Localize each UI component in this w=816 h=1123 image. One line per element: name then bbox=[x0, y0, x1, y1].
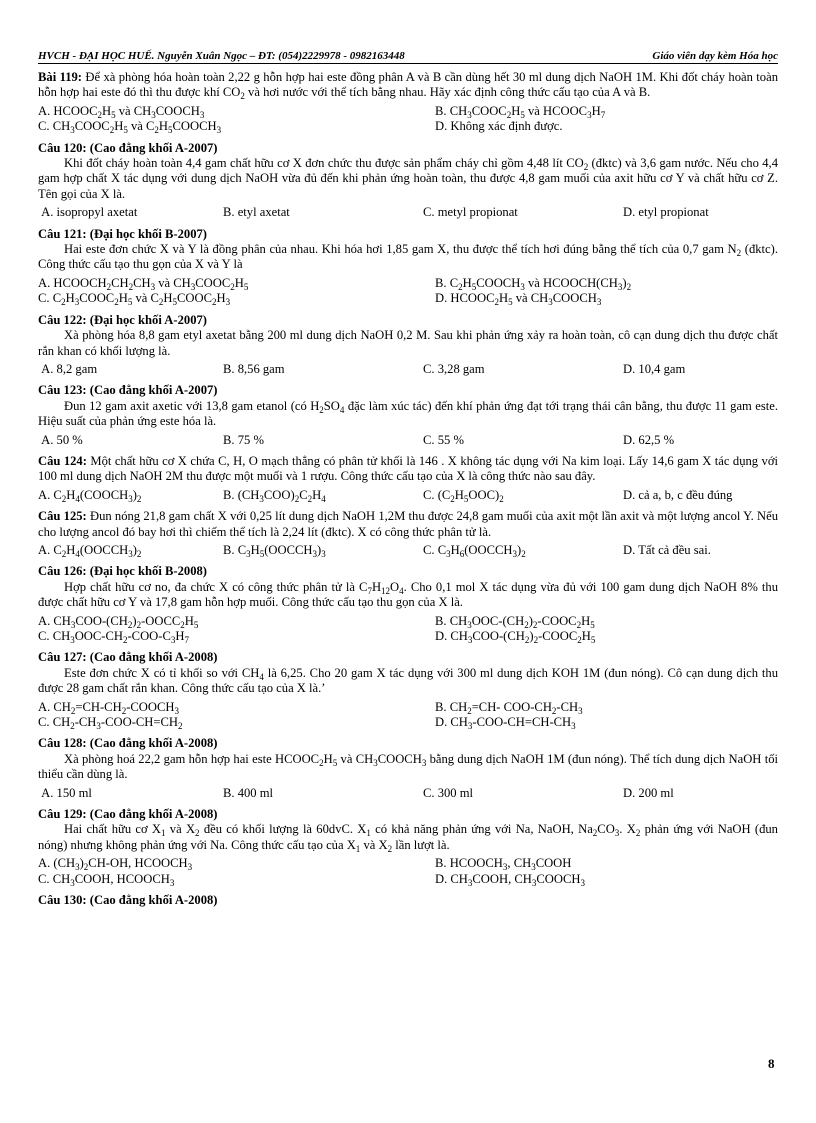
question-title: Bài 119: bbox=[38, 70, 82, 84]
question-title: Câu 128: (Cao đẳng khối A-2008) bbox=[38, 736, 218, 751]
question-block bbox=[38, 383, 778, 448]
question-text: Đun 12 gam axit axetic với 13,8 gam etanol (có $H_2SO_4$ đặc làm xúc tác) đến khí phản ứng đạt tới trạng thái cân bằng, thu được 11 gam este. Hiệu suất của phản ứng este hóa là. bbox=[38, 398, 778, 429]
question-title: Câu 126: (Đại học khối B-2008) bbox=[38, 564, 207, 579]
question-text: Xà phòng hóa 8,8 gam etyl axetat bằng 200 ml dung dịch NaOH 0,2 M. Sau khi phản ứng xảy ra hoàn toàn, cô cạn dung dịch thu được chất rắn khan có khối lượng là. bbox=[38, 328, 778, 358]
answer-options bbox=[38, 488, 778, 503]
answer-options bbox=[38, 614, 778, 645]
answer-option: B. $CH_3OOC-(CH_2)_2-COOC_2H_5$ bbox=[435, 613, 595, 630]
answer-option: D. Không xác định được. bbox=[435, 119, 563, 134]
question-title: Câu 123: (Cao đẳng khối A-2007) bbox=[38, 383, 218, 398]
answer-option: B. 8,56 gam bbox=[223, 361, 285, 376]
answer-option: D. cả a, b, c đều đúng bbox=[623, 487, 733, 502]
answer-option: B. $CH_2=CH-$ COO-$CH_2-CH_3$ bbox=[435, 699, 583, 716]
question-list bbox=[38, 70, 778, 909]
answer-option: C. $CH_2-CH_3-COO-CH=CH_2$ bbox=[38, 715, 183, 732]
answer-option: B. $CH_3COOC_2H_5$ và $HCOOC_3H_7$ bbox=[435, 103, 606, 120]
answer-option: B. $C_2H_5COOCH_3$ và $HCOOCH(CH_3)_2$ bbox=[435, 275, 632, 292]
question-title: Câu 127: (Cao đẳng khối A-2008) bbox=[38, 650, 218, 665]
question-text: Hai chất hữu cơ $X_1$ và $X_2$ đều có khối lượng là 60dvC. $X_1$ có khả năng phản ứng với Na, NaOH, $Na_2CO_3$. $X_2$ phản ứng với NaOH (đun nóng) nhưng không phản ứng với Na. Công thức cấu tạo của $X_1$ và $X_2$ lần lượt là. bbox=[38, 822, 778, 854]
answer-option: C. 55 % bbox=[423, 432, 464, 447]
answer-option: B. $C_3H_5(OOCCH_3)_3$ bbox=[223, 542, 326, 559]
question-block bbox=[38, 313, 778, 378]
page-header bbox=[38, 50, 778, 64]
page-number: 8 bbox=[768, 1056, 775, 1071]
answer-option: D. Tất cả đều sai. bbox=[623, 542, 711, 557]
answer-option: A. $C_2H_4(COOCH_3)_2$ bbox=[38, 487, 142, 504]
answer-options bbox=[38, 276, 778, 307]
question-title: Câu 130: (Cao đẳng khối A-2008) bbox=[38, 893, 218, 908]
answer-option: A. $HCOOCH_2CH_2CH_3$ và $CH_3COOC_2H_5$ bbox=[38, 275, 249, 292]
answer-option: D. $CH_3COOH$, $CH_3COOCH_3$ bbox=[435, 871, 585, 888]
question-text: Hợp chất hữu cơ no, đa chức X có công thức phân tử là $C_7H_{12}O_4$. Cho 0,1 mol X tác dụng vừa đủ với 100 gam dung dịch NaOH 8% thu được chất hữu cơ Y và 17,8 gam hỗn hợp muối. Công thức cấu tạo thu gọn của X là. bbox=[38, 579, 779, 610]
answer-options bbox=[38, 362, 778, 377]
question-title: Câu 122: (Đại học khối A-2007) bbox=[38, 312, 207, 327]
question-title: Câu 121: (Đại học khối B-2007) bbox=[38, 226, 207, 241]
question-text: Este đơn chức X có tỉ khối so với $CH_4$ là 6,25. Cho 20 gam X tác dụng với 300 ml dung dịch KOH 1M (đun nóng). Cô cạn dung dịch thu được 28 gam chất rắn khan. Công thức cấu tạo của X là.’ bbox=[38, 665, 779, 696]
question-block bbox=[38, 736, 778, 801]
answer-option: D. etyl propionat bbox=[623, 205, 709, 220]
answer-option: A. $(CH_3)_2CH-OH$, $HCOOCH_3$ bbox=[38, 856, 193, 873]
answer-option: B. $HCOOCH_3$, $CH_3COOH$ bbox=[435, 856, 572, 873]
answer-option: C. $CH_3OOC-CH_2-COO-C_3H_7$ bbox=[38, 629, 189, 645]
answer-option: D. $CH_3-COO-CH=CH-CH_3$ bbox=[435, 715, 576, 732]
question-block bbox=[38, 227, 778, 307]
answer-option: A. 50 % bbox=[38, 432, 83, 447]
header-author: HVCH - ĐẠI HỌC HUẾ. Nguyễn Xuân Ngọc – ĐT: (054)2229978 - 0982163448 bbox=[38, 50, 405, 62]
answer-options bbox=[38, 104, 778, 135]
answer-option: B. 75 % bbox=[223, 432, 264, 447]
answer-option: A. $C_2H_4(OOCCH_3)_2$ bbox=[38, 542, 142, 559]
answer-options bbox=[38, 786, 778, 801]
question-text: Hai este đơn chức X và Y là đồng phân của nhau. Khi hóa hơi 1,85 gam X, thu được thể tích hơi đúng bằng thể tích của 0,7 gam $N_2$ (đktc). Công thức cấu tạo thu gọn của X và Y là bbox=[38, 242, 778, 272]
answer-option: D. 10,4 gam bbox=[623, 361, 686, 376]
answer-option: C. metyl propionat bbox=[423, 205, 518, 220]
answer-option: A. $HCOOC_2H_5$ và $CH_3COOCH_3$ bbox=[38, 103, 205, 120]
question-title: Câu 125: bbox=[38, 509, 87, 524]
answer-option: C. $C_2H_3COOC_2H_5$ và $C_2H_5COOC_2H_3$ bbox=[38, 291, 231, 308]
question-title: Câu 129: (Cao đẳng khối A-2008) bbox=[38, 807, 218, 822]
answer-option: C. $CH_3COOC_2H_5$ và $C_2H_5COOCH_3$ bbox=[38, 119, 222, 136]
answer-option: B. etyl axetat bbox=[223, 205, 290, 220]
question-text: Khi đốt cháy hoàn toàn 4,4 gam chất hữu cơ X đơn chức thu được sản phẩm cháy chỉ gồm 4,48 lít $CO_2$ (đktc) và 3,6 gam nước. Nếu cho 4,4 gam hợp chất X tác dụng với dung dịch NaOH vừa đủ đến khi phản ứng hoàn toàn, thu được 4,8 gam muối của axit hữu cơ Y và chất hữu cơ Z. Tên gọi của X là. bbox=[38, 156, 778, 201]
answer-option: A. $CH_3COO-(CH_2)_2-OOCC_2H_5$ bbox=[38, 613, 199, 630]
question-block bbox=[38, 141, 778, 221]
question-block bbox=[38, 70, 778, 135]
question-block bbox=[38, 454, 778, 503]
question-block bbox=[38, 650, 778, 730]
question-block bbox=[38, 807, 778, 887]
question-text: Một chất hữu cơ X chứa C, H, O mạch thẳng có phân tử khối là 146 . X không tác dụng với Na kim loại. Lấy 14,6 gam X tác dụng với 100 ml dung dịch NaOH 2M thu được một muối và 1 rượu. Công thức cấu tạo của X là công thức nào sau đây. bbox=[38, 453, 778, 484]
answer-option: A. $CH_2=CH-CH_2-COOCH_3$ bbox=[38, 699, 179, 716]
answer-option: B. $(CH_3COO)_2C_2H_4$ bbox=[223, 487, 326, 504]
answer-options bbox=[38, 433, 778, 448]
question-text: Để xà phòng hóa hoàn toàn 2,22 g hỗn hợp hai este đồng phân A và B cần dùng hết 30 ml dung dịch NaOH 1M. Khi đốt cháy hoàn toàn hỗn hợp hai este đó thì thu được khí $CO_2$ và hơi nước với thể tích bằng nhau. Hãy xác định công thức cấu tạo của A và B. bbox=[38, 70, 778, 102]
document-page bbox=[38, 50, 778, 915]
answer-options bbox=[38, 856, 778, 887]
answer-option: D. 200 ml bbox=[623, 785, 674, 800]
question-block bbox=[38, 509, 778, 558]
answer-option: D. $CH_3COO-(CH_2)_2-COOC_2H_5$ bbox=[435, 629, 596, 645]
question-title: Câu 120: (Cao đẳng khối A-2007) bbox=[38, 140, 218, 155]
answer-option: C. $CH_3COOH$, $HCOOCH_3$ bbox=[38, 871, 175, 888]
answer-option: A. 8,2 gam bbox=[38, 361, 98, 376]
answer-option: C. $(C_2H_5OOC)_2$ bbox=[423, 487, 504, 504]
answer-option: B. 400 ml bbox=[223, 785, 274, 800]
answer-options bbox=[38, 543, 778, 558]
answer-option: C. 300 ml bbox=[423, 785, 474, 800]
question-title: Câu 124: bbox=[38, 453, 87, 468]
answer-option: A. isopropyl axetat bbox=[38, 205, 138, 220]
question-text: Đun nóng 21,8 gam chất X với 0,25 lít dung dịch NaOH 1,2M thu được 24,8 gam muối của axit một lần axit và một lượng ancol Y. Nếu cho lượng ancol đó bay hơi thì chiếm thể tích là 2,24 lít (đktc). X có công thức phân tử là. bbox=[38, 509, 778, 539]
answer-option: A. 150 ml bbox=[38, 785, 92, 800]
question-block bbox=[38, 893, 778, 908]
answer-options bbox=[38, 205, 778, 220]
answer-options bbox=[38, 700, 778, 731]
answer-option: D. 62,5 % bbox=[623, 432, 675, 447]
answer-option: D. $HCOOC_2H_5$ và $CH_3COOCH_3$ bbox=[435, 291, 602, 308]
question-block bbox=[38, 564, 778, 644]
answer-option: C. $C_3H_6(OOCCH_3)_2$ bbox=[423, 542, 526, 559]
answer-option: C. 3,28 gam bbox=[423, 361, 485, 376]
header-subject: Giáo viên dạy kèm Hóa học bbox=[652, 50, 778, 62]
question-text: Xà phòng hoá 22,2 gam hỗn hợp hai este $HCOOC_2H_5$ và $CH_3COOCH_3$ bằng dung dịch NaOH 1M (đun nóng). Thể tích dung dịch NaOH tối thiểu cần dùng là. bbox=[38, 751, 778, 782]
